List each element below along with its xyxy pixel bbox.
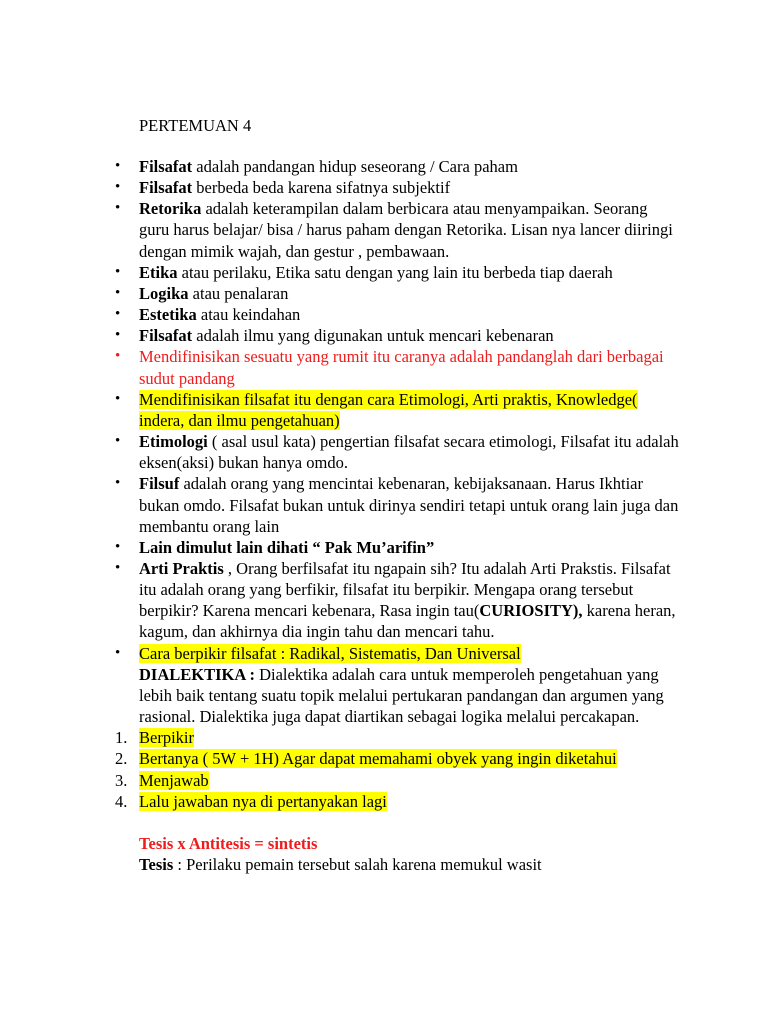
heading-text: Tesis x Antitesis = sintetis: [139, 833, 318, 853]
tesis-heading: [139, 833, 679, 854]
bullet-icon: •: [115, 200, 121, 217]
notes-list: [115, 156, 679, 875]
list-item-highlighted: [115, 643, 679, 664]
list-item: [115, 431, 679, 473]
bullet-icon: •: [115, 306, 121, 323]
item-text: atau penalaran: [188, 283, 289, 303]
item-text: Lalu jawaban nya di pertanyakan lagi: [139, 791, 387, 811]
term: Retorika: [139, 199, 202, 219]
bullet-icon: •: [115, 644, 121, 661]
paragraph-text: Dialektika adalah cara untuk memperoleh pengetahuan yang lebih baik tentang suatu topik melalui pertukaran pandangan dan argumen yang rasional. Dialektika juga dapat diartikan sebagai logika melalui percakapan.: [139, 664, 664, 727]
numbered-item: [115, 770, 679, 791]
item-text: : Perilaku pemain tersebut salah karena memukul wasit: [173, 855, 542, 874]
item-number: 4.: [115, 791, 128, 811]
item-text: adalah keterampilan dalam berbicara atau menyampaikan. Seorang guru harus belajar/ bisa / harus paham dengan Retorika. Lisan nya lancer diiringi dengan mimik wajah, dan gestur , pembawaan.: [139, 199, 673, 261]
bullet-icon: •: [115, 433, 121, 450]
item-number: 2.: [115, 749, 128, 769]
item-text: Cara berpikir filsafat : Radikal, Sistematis, Dan Universal: [139, 643, 521, 663]
list-item: [115, 283, 679, 304]
item-text: , Orang berfilsafat itu ngapain sih? Itu adalah Arti Prakstis. Filsafat itu adalah orang yang berfikir, filsafat itu berpikir. Mengapa orang tersebut berpikir? Karena mencari kebenara, Rasa ingin tau(: [139, 558, 671, 621]
item-text: Bertanya ( 5W + 1H) Agar dapat memahami obyek yang ingin diketahui: [139, 749, 617, 769]
item-text: atau keindahan: [196, 305, 301, 325]
item-text: Mendifinisikan sesuatu yang rumit itu caranya adalah pandanglah dari berbagai sudut pandang: [139, 347, 664, 388]
term: Filsafat: [139, 157, 193, 176]
term: Etimologi: [139, 432, 208, 452]
bullet-icon: •: [115, 390, 121, 407]
item-text: karena heran, kagum, dan akhirnya dia ingin tahu dan mencari tahu.: [139, 601, 676, 642]
page-title: PERTEMUAN 4: [139, 116, 252, 135]
bullet-icon: •: [115, 179, 121, 196]
item-text: atau perilaku, Etika satu dengan yang lain itu berbeda tiap daerah: [177, 262, 613, 282]
term: Filsuf: [139, 474, 180, 494]
item-text: Berpikir: [139, 728, 194, 748]
bullet-icon: •: [115, 475, 121, 492]
list-item: [115, 325, 679, 346]
list-item: [115, 156, 679, 177]
item-text: adalah orang yang mencintai kebenaran, kebijaksanaan. Harus Ikhtiar bukan omdo. Filsafat bukan untuk dirinya sendiri tetapi untuk orang lain juga dan membantu orang lain: [139, 474, 679, 536]
term: Arti Praktis: [139, 558, 224, 578]
list-item-highlighted: [115, 389, 679, 431]
list-item: [115, 537, 679, 558]
term: Tesis: [139, 855, 174, 874]
term: Etika: [139, 262, 178, 282]
bullet-icon: •: [115, 263, 121, 280]
tesis-line: [139, 854, 679, 875]
list-item: [115, 558, 679, 643]
term: Lain dimulut lain dihati “ Pak Mu’arifin”: [139, 537, 435, 557]
item-number: 1.: [115, 728, 128, 748]
blank-line: [139, 812, 679, 833]
term: DIALEKTIKA :: [139, 664, 255, 684]
numbered-item: [115, 791, 679, 812]
bullet-icon: •: [115, 559, 121, 576]
list-item: [115, 262, 679, 283]
term: Filsafat: [139, 326, 193, 346]
list-item: [115, 304, 679, 325]
list-item-red: [115, 346, 679, 388]
term: Logika: [139, 283, 189, 303]
dialektika-paragraph: [139, 664, 679, 727]
list-item: [115, 177, 679, 198]
numbered-item: [115, 748, 679, 769]
item-text: adalah ilmu yang digunakan untuk mencari kebenaran: [192, 326, 554, 346]
bullet-icon: •: [115, 284, 121, 301]
list-item: [115, 473, 679, 536]
item-text: adalah pandangan hidup seseorang / Cara paham: [192, 157, 518, 176]
term: Filsafat: [139, 178, 193, 198]
bullet-icon: •: [115, 158, 121, 174]
bullet-icon: •: [115, 327, 121, 344]
bullet-icon: •: [115, 538, 121, 555]
item-number: 3.: [115, 770, 128, 790]
item-text: berbeda beda karena sifatnya subjektif: [192, 178, 451, 198]
item-text: ( asal usul kata) pengertian filsafat secara etimologi, Filsafat itu adalah eksen(aksi) bukan hanya omdo.: [139, 432, 679, 473]
numbered-item: [115, 727, 679, 748]
term: Estetika: [139, 305, 197, 325]
item-text: Menjawab: [139, 770, 209, 790]
list-item: [115, 198, 679, 261]
bullet-icon: •: [115, 348, 121, 365]
term: CURIOSITY),: [479, 601, 583, 621]
item-text: Mendifinisikan filsafat itu dengan cara Etimologi, Arti praktis, Knowledge( indera, dan ilmu pengetahuan): [139, 389, 638, 430]
